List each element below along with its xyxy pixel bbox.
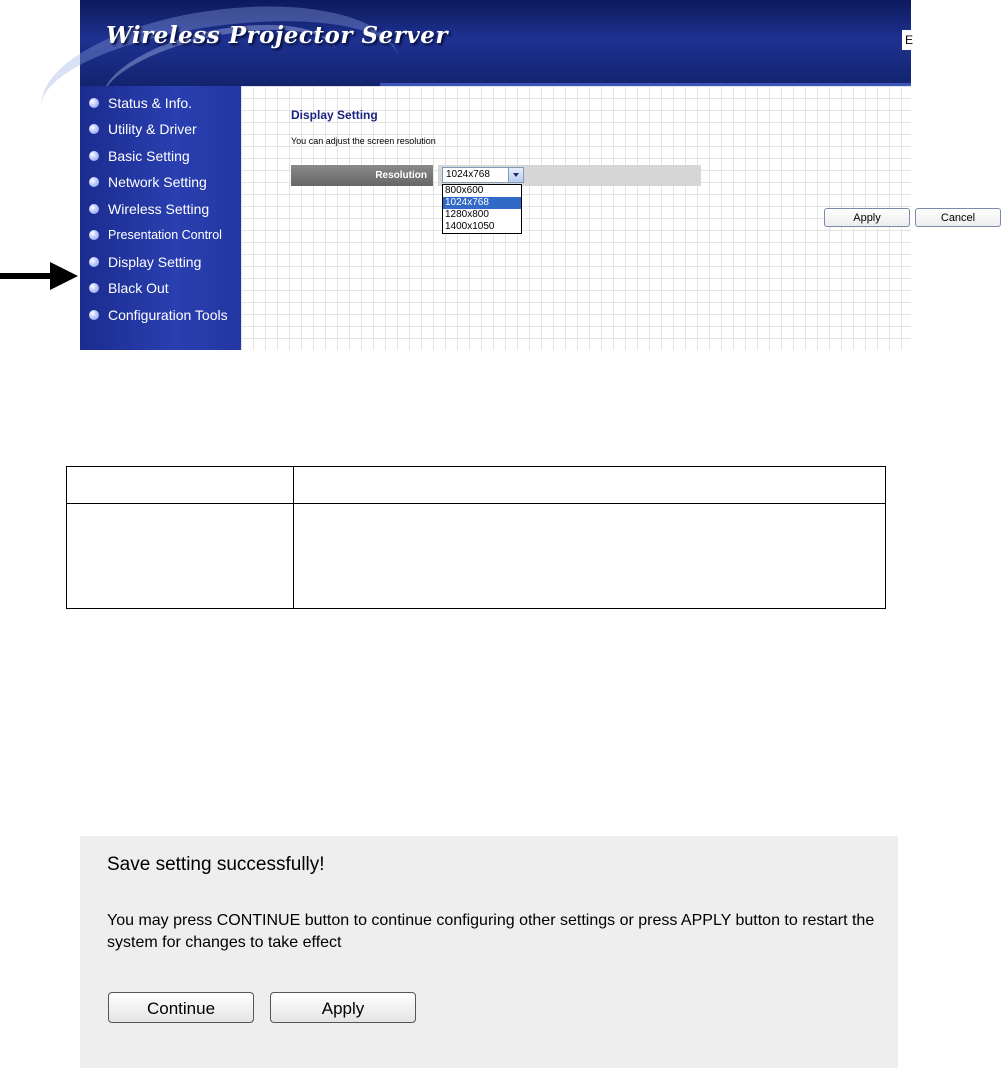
bullet-icon <box>89 204 99 214</box>
table-header-row <box>67 467 886 504</box>
sidebar-item-label: Display Setting <box>108 254 202 270</box>
sidebar-item-label: Configuration Tools <box>108 307 228 323</box>
sidebar-item-label: Basic Setting <box>108 148 190 164</box>
sidebar-item-network-setting[interactable] <box>80 169 241 195</box>
table-cell <box>294 504 886 609</box>
table-header-cell <box>294 467 886 504</box>
sidebar-item-label: Status & Info. <box>108 95 193 111</box>
sidebar-item-basic-setting[interactable] <box>80 143 241 169</box>
resolution-option-800x600[interactable]: 800x600 <box>445 185 484 196</box>
bullet-icon <box>89 230 99 240</box>
cancel-button[interactable]: Cancel <box>915 208 1001 227</box>
resolution-select-value: 1024x768 <box>446 169 490 180</box>
sidebar-item-label: Black Out <box>108 280 169 296</box>
bullet-icon <box>89 98 99 108</box>
resolution-label: Resolution <box>291 165 433 186</box>
resolution-option-1280x800[interactable]: 1280x800 <box>445 209 489 220</box>
table-header-cell <box>67 467 294 504</box>
save-success-message: You may press CONTINUE button to continue configuring other settings or press APPLY button to restart the system for changes to take effect <box>107 912 875 951</box>
sidebar-item-wireless-setting[interactable] <box>80 196 241 222</box>
bullet-icon <box>89 257 99 267</box>
sidebar-item-label: Presentation Control <box>108 228 222 242</box>
save-success-title: Save setting successfully! <box>107 854 325 875</box>
chevron-down-icon[interactable] <box>508 168 523 182</box>
resolution-option-1024x768[interactable]: 1024x768 <box>443 197 521 209</box>
sidebar-item-label: Utility & Driver <box>108 121 197 137</box>
right-arrow-icon <box>0 262 78 290</box>
sidebar-item-status-info[interactable] <box>80 90 241 116</box>
bullet-icon <box>89 310 99 320</box>
save-success-panel <box>80 836 898 1068</box>
projector-web-ui <box>80 0 976 350</box>
resolution-option-1400x1050[interactable]: 1400x1050 <box>445 221 495 232</box>
language-select-stub[interactable]: E <box>902 30 919 50</box>
sidebar-item-black-out[interactable] <box>80 275 241 301</box>
page-title: Display Setting <box>291 108 378 122</box>
content-area <box>241 86 976 350</box>
description-table <box>66 466 886 609</box>
banner <box>80 0 914 86</box>
apply-restart-button[interactable]: Apply <box>270 992 416 1023</box>
apply-button[interactable]: Apply <box>824 208 910 227</box>
sidebar-item-label: Wireless Setting <box>108 201 210 217</box>
sidebar-item-label: Network Setting <box>108 174 207 190</box>
resolution-dropdown-list <box>442 184 522 234</box>
bullet-icon <box>89 151 99 161</box>
table-row <box>67 504 886 609</box>
sidebar-item-utility-driver[interactable] <box>80 116 241 142</box>
continue-button[interactable]: Continue <box>108 992 254 1023</box>
banner-title: Wireless Projector Server <box>106 22 448 49</box>
bullet-icon <box>89 283 99 293</box>
sidebar-item-configuration-tools[interactable] <box>80 302 241 328</box>
bullet-icon <box>89 177 99 187</box>
sidebar-item-display-setting[interactable] <box>80 249 241 275</box>
page-description: You can adjust the screen resolution <box>291 136 436 146</box>
sidebar <box>80 86 241 350</box>
resolution-select[interactable] <box>442 167 524 183</box>
table-cell <box>67 504 294 609</box>
bullet-icon <box>89 124 99 134</box>
sidebar-item-presentation-control[interactable] <box>80 222 241 248</box>
